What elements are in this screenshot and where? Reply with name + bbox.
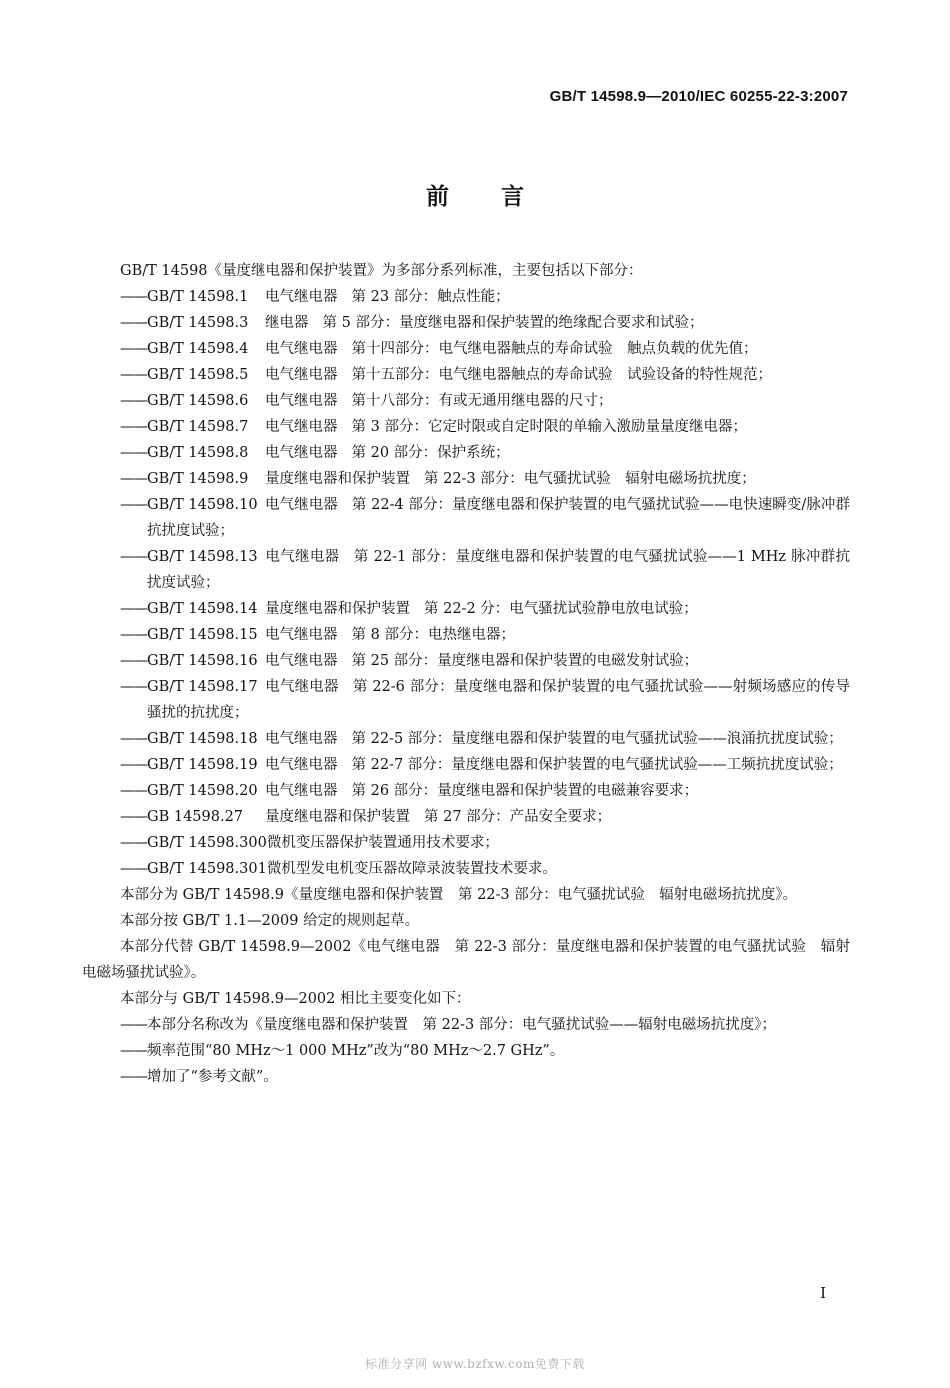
part-title: 第 5 部分：量度继电器和保护装置的绝缘配合要求和试验； — [322, 315, 704, 331]
intro-paragraph: GB/T 14598《量度继电器和保护装置》为多部分系列标准，主要包括以下部分： — [120, 263, 643, 279]
part-code: GB/T 14598.6 — [147, 393, 249, 409]
part-title: 第 3 部分：它定时限或自定时限的单输入激励量量度继电器； — [351, 419, 747, 435]
page-number: I — [820, 1284, 826, 1302]
part-title: 第十八部分：有或无通用继电器的尺寸； — [351, 393, 613, 409]
list-item — [82, 492, 850, 544]
part-title: 第 22-2 分：电气骚扰试验静电放电试验； — [424, 601, 698, 617]
list-item — [82, 1064, 850, 1090]
dash-marker — [120, 830, 147, 856]
part-name: 微机变压器保护装置通用技术要求； — [266, 835, 499, 851]
part-name: 电气继电器 — [265, 367, 338, 383]
list-item — [82, 466, 850, 492]
part-name: 电气继电器 — [265, 419, 338, 435]
dash-marker — [120, 856, 147, 882]
part-name: 电气继电器 — [265, 549, 340, 565]
list-item — [82, 440, 850, 466]
dash-marker — [120, 804, 147, 830]
part-name: 电气继电器 — [265, 679, 339, 695]
list-item — [82, 622, 850, 648]
dash-marker — [120, 1064, 147, 1090]
part-title: 第 25 部分：量度继电器和保护装置的电磁发射试验； — [351, 653, 699, 669]
list-item — [82, 830, 850, 856]
page-title: 前言 — [426, 184, 576, 210]
list-item — [82, 752, 850, 778]
list-item — [82, 388, 850, 414]
part-name: 电气继电器 — [265, 731, 338, 747]
part-name: 微机型发电机变压器故障录波装置技术要求。 — [266, 861, 557, 877]
part-code: GB/T 14598.5 — [147, 367, 249, 383]
dash-marker — [120, 1038, 147, 1064]
part-name: 量度继电器和保护装置 — [265, 471, 410, 487]
dash-marker — [120, 1012, 147, 1038]
dash-marker — [120, 726, 147, 752]
part-code: GB/T 14598.17 — [147, 679, 258, 695]
list-item — [82, 362, 850, 388]
dash-marker — [120, 310, 147, 336]
part-title: 第 22-4 部分：量度继电器和保护装置的电气骚扰试验——电快速瞬变/脉冲群抗扰度试验； — [147, 497, 850, 539]
dash-marker — [120, 440, 147, 466]
changes-list — [82, 1012, 850, 1090]
part-title: 第十四部分：电气继电器触点的寿命试验 触点负载的优先值； — [351, 341, 758, 357]
part-name: 电气继电器 — [265, 445, 338, 461]
replaces-paragraph: 本部分代替 GB/T 14598.9—2002《电气继电器 第 22-3 部分：量度继电器和保护装置的电气骚扰试验 辐射电磁场骚扰试验》。 — [82, 939, 850, 981]
part-code: GB/T 14598.16 — [147, 653, 258, 669]
series-parts-list — [82, 284, 850, 882]
list-item — [82, 778, 850, 804]
dash-marker — [120, 336, 147, 362]
part-title: 第十五部分：电气继电器触点的寿命试验 试验设备的特性规范； — [351, 367, 772, 383]
part-title: 第 22-6 部分：量度继电器和保护装置的电气骚扰试验——射频场感应的传导骚扰的抗扰度； — [147, 679, 850, 721]
part-title: 第 20 部分：保护系统； — [351, 445, 510, 461]
dash-marker — [120, 388, 147, 414]
list-item — [82, 336, 850, 362]
list-item — [82, 648, 850, 674]
list-item — [82, 596, 850, 622]
part-title: 第 26 部分：量度继电器和保护装置的电磁兼容要求； — [351, 783, 699, 799]
list-item — [82, 544, 850, 596]
part-title: 第 23 部分：触点性能； — [351, 289, 510, 305]
part-code: GB/T 14598.300 — [147, 835, 267, 851]
change-text: 频率范围“80 MHz～1 000 MHz”改为“80 MHz～2.7 GHz”。 — [147, 1043, 565, 1059]
dash-marker — [120, 596, 147, 622]
list-item — [82, 1038, 850, 1064]
part-name: 电气继电器 — [265, 783, 338, 799]
part-code: GB/T 14598.10 — [147, 497, 258, 513]
part-code: GB/T 14598.19 — [147, 757, 258, 773]
part-code: GB/T 14598.8 — [147, 445, 249, 461]
part-code: GB 14598.27 — [147, 809, 244, 825]
dash-marker — [120, 752, 147, 778]
part-name: 量度继电器和保护装置 — [265, 601, 410, 617]
dash-marker — [120, 622, 147, 648]
part-code: GB/T 14598.4 — [147, 341, 249, 357]
part-title: 第 22-3 部分：电气骚扰试验 辐射电磁场抗扰度； — [424, 471, 756, 487]
drafting-rules-paragraph: 本部分按 GB/T 1.1—2009 给定的规则起草。 — [120, 913, 420, 929]
change-text: 本部分名称改为《量度继电器和保护装置 第 22-3 部分：电气骚扰试验——辐射电磁场抗扰度》； — [147, 1017, 777, 1033]
change-text: 增加了“参考文献”。 — [147, 1069, 278, 1085]
list-item — [82, 310, 850, 336]
part-name: 电气继电器 — [265, 627, 338, 643]
part-name: 电气继电器 — [265, 757, 338, 773]
list-item — [82, 1012, 850, 1038]
part-code: GB/T 14598.20 — [147, 783, 258, 799]
list-item — [82, 414, 850, 440]
list-item — [82, 284, 850, 310]
footer-watermark: 标准分享网 www.bzfxw.com免费下载 — [365, 1357, 585, 1371]
part-name: 电气继电器 — [265, 393, 338, 409]
dash-marker — [120, 648, 147, 674]
part-name: 电气继电器 — [265, 341, 338, 357]
part-code: GB/T 14598.18 — [147, 731, 258, 747]
part-code: GB/T 14598.3 — [147, 315, 249, 331]
list-item — [82, 804, 850, 830]
dash-marker — [120, 674, 147, 726]
part-code: GB/T 14598.7 — [147, 419, 249, 435]
part-code: GB/T 14598.13 — [147, 549, 258, 565]
part-name: 电气继电器 — [265, 289, 338, 305]
part-code: GB/T 14598.1 — [147, 289, 249, 305]
dash-marker — [120, 284, 147, 310]
part-name: 电气继电器 — [265, 653, 338, 669]
standard-number-header: GB/T 14598.9—2010/IEC 60255-22-3:2007 — [549, 88, 848, 105]
dash-marker — [120, 544, 147, 596]
part-title: 第 27 部分：产品安全要求； — [424, 809, 612, 825]
this-part-paragraph: 本部分为 GB/T 14598.9《量度继电器和保护装置 第 22-3 部分：电气骚扰试验 辐射电磁场抗扰度》。 — [120, 887, 798, 903]
part-title: 第 22-7 部分：量度继电器和保护装置的电气骚扰试验——工频抗扰度试验； — [351, 757, 843, 773]
part-title: 第 22-1 部分：量度继电器和保护装置的电气骚扰试验——1 MHz 脉冲群抗扰度试验； — [147, 549, 850, 591]
part-name: 量度继电器和保护装置 — [265, 809, 410, 825]
dash-marker — [120, 362, 147, 388]
list-item — [82, 674, 850, 726]
dash-marker — [120, 778, 147, 804]
dash-marker — [120, 466, 147, 492]
part-code: GB/T 14598.15 — [147, 627, 258, 643]
dash-marker — [120, 414, 147, 440]
document-body — [82, 258, 850, 1090]
changes-intro-paragraph: 本部分与 GB/T 14598.9—2002 相比主要变化如下： — [120, 991, 471, 1007]
list-item — [82, 856, 850, 882]
list-item — [82, 726, 850, 752]
part-name: 继电器 — [265, 315, 309, 331]
part-code: GB/T 14598.14 — [147, 601, 258, 617]
part-code: GB/T 14598.9 — [147, 471, 249, 487]
part-title: 第 22-5 部分：量度继电器和保护装置的电气骚扰试验——浪涌抗扰度试验； — [351, 731, 843, 747]
dash-marker — [120, 492, 147, 544]
part-code: GB/T 14598.301 — [147, 861, 267, 877]
part-title: 第 8 部分：电热继电器； — [351, 627, 515, 643]
part-name: 电气继电器 — [265, 497, 338, 513]
